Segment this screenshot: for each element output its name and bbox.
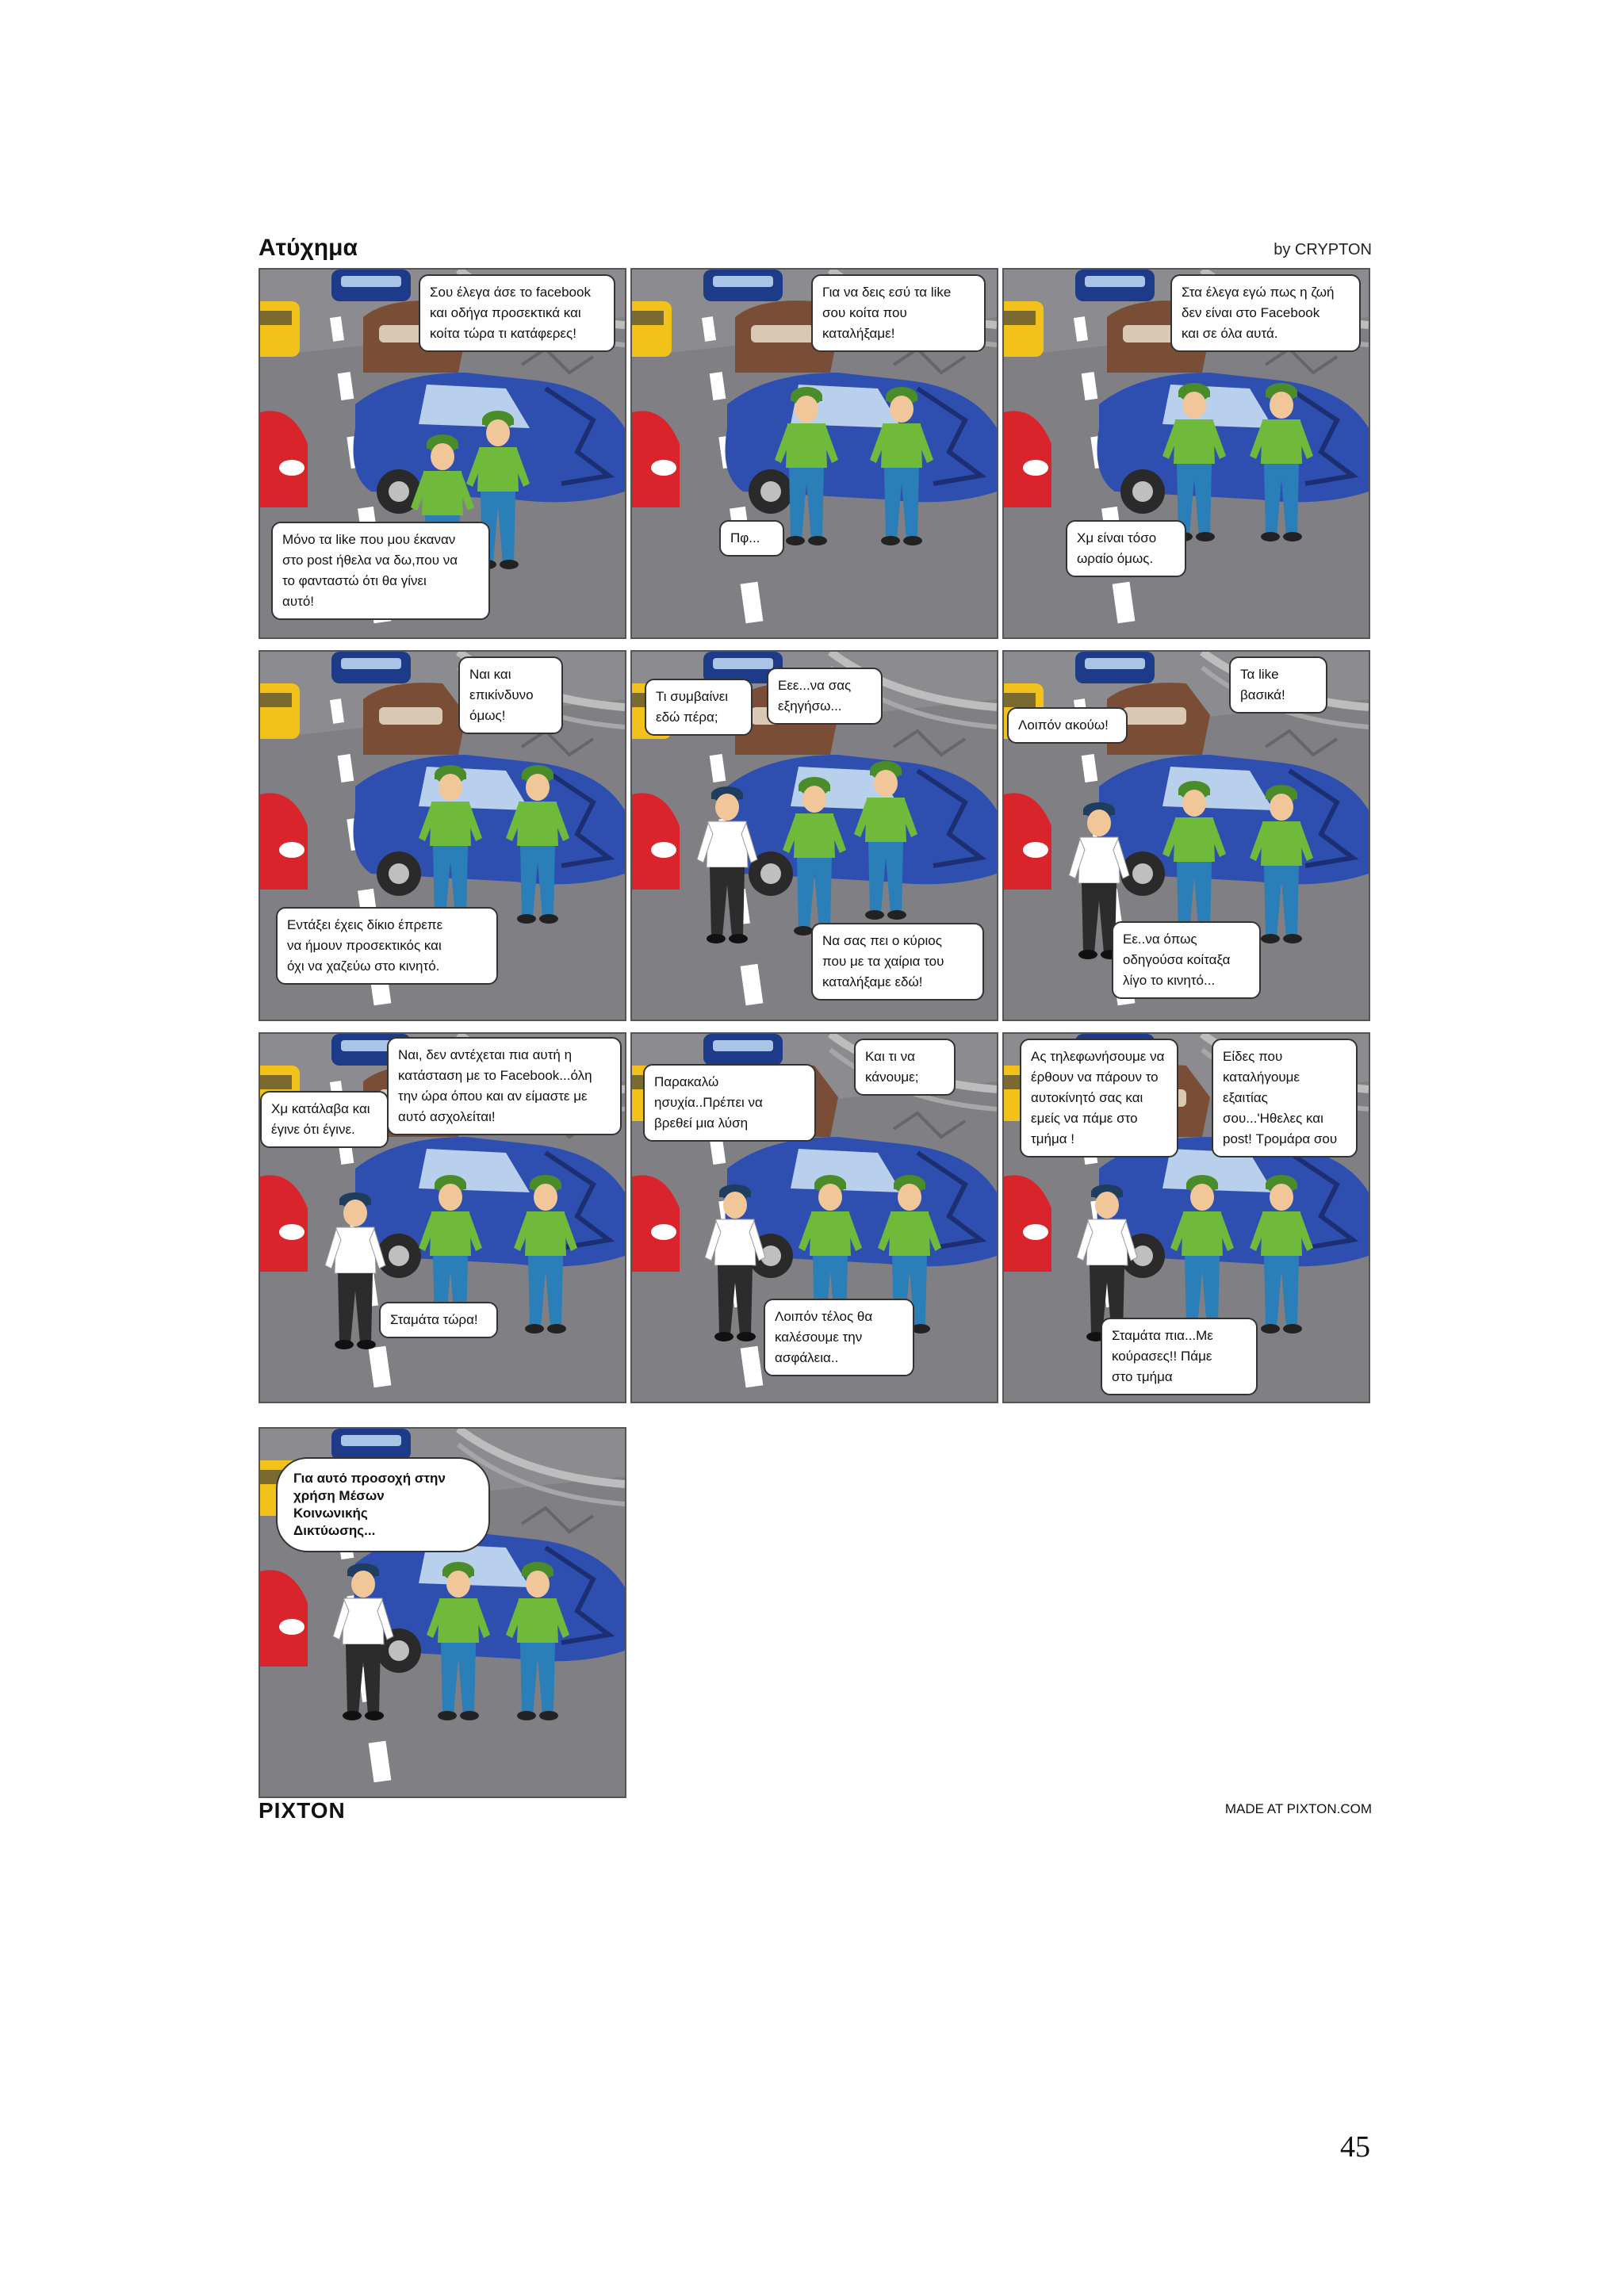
comic-panel-5 <box>630 650 998 1021</box>
comic-panel-6 <box>1002 650 1370 1021</box>
speech-bubble: Είδες που καταλήγουμε εξαιτίας σου...'Ηθελες και post! Τρομάρα σου <box>1212 1039 1358 1158</box>
comic-panel-4 <box>259 650 626 1021</box>
speech-bubble: Εε..να όπως οδηγούσα κοίταξα λίγο το κινητό... <box>1112 921 1261 999</box>
speech-bubble: Εντάξει έχεις δίκιο έπρεπε να ήμουν προσεκτικός και όχι να χαζεύω στο κινητό. <box>276 907 498 985</box>
speech-bubble: Μόνο τα like που μου έκαναν στο post ήθελα να δω,που να το φανταστώ ότι θα γίνει αυτό! <box>271 522 490 620</box>
speech-bubble: Σταμάτα πια...Με κούρασες!! Πάμε στο τμήμα <box>1101 1318 1258 1395</box>
speech-bubble: Παρακαλώ ησυχία..Πρέπει να βρεθεί μια λύση <box>643 1064 816 1142</box>
comic-panel-1 <box>259 268 626 639</box>
speech-bubble: Πφ... <box>719 520 784 557</box>
comic-title: Ατύχημα <box>259 235 358 261</box>
comic-panel-7 <box>259 1032 626 1403</box>
comic-panel-9 <box>1002 1032 1370 1403</box>
page-number: 45 <box>1340 2130 1370 2164</box>
comic-byline: by CRYPTON <box>1274 241 1372 258</box>
speech-bubble: Ναι και επικίνδυνο όμως! <box>458 656 563 734</box>
speech-bubble: Χμ είναι τόσο ωραίο όμως. <box>1066 520 1186 577</box>
comic-panel-8 <box>630 1032 998 1403</box>
speech-bubble: Σταμάτα τώρα! <box>379 1302 498 1338</box>
speech-bubble: Λοιπόν ακούω! <box>1007 707 1128 744</box>
comic-panel-3 <box>1002 268 1370 639</box>
speech-bubble: Στα έλεγα εγώ πως η ζωή δεν είναι στο Facebook και σε όλα αυτά. <box>1170 274 1361 352</box>
speech-bubble: Τι συμβαίνει εδώ πέρα; <box>645 679 753 736</box>
speech-bubble: Σου έλεγα άσε το facebook και οδήγα προσεκτικά και κοίτα τώρα τι κατάφερες! <box>419 274 615 352</box>
speech-bubble: Και τι να κάνουμε; <box>854 1039 956 1096</box>
comic-panel-10 <box>259 1427 626 1798</box>
speech-bubble: Λοιπόν τέλος θα καλέσουμε την ασφάλεια.. <box>764 1299 914 1376</box>
comic-panel-2 <box>630 268 998 639</box>
pixton-logo: PIXTON <box>259 1798 346 1823</box>
speech-bubble: Για να δεις εσύ τα like σου κοίτα που καταλήξαμε! <box>811 274 986 352</box>
speech-bubble: Να σας πει ο κύριος που με τα χαίρια του καταλήξαμε εδώ! <box>811 923 984 1001</box>
speech-bubble: Εεε...να σας εξηγήσω... <box>767 668 883 725</box>
speech-bubble: Ναι, δεν αντέχεται πια αυτή η κατάσταση με το Facebook...όλη την ώρα όπου και αν είμαστε με αυτό ασχολείται! <box>387 1037 622 1135</box>
speech-bubble: Χμ κατάλαβα και έγινε ότι έγινε. <box>260 1091 389 1148</box>
made-at-credit: MADE AT PIXTON.COM <box>1224 1801 1372 1816</box>
speech-bubble: Τα like βασικά! <box>1229 656 1327 714</box>
thought-bubble: Για αυτό προσοχή στην χρήση Μέσων Κοινωνικής Δικτύωσης... <box>276 1457 490 1552</box>
speech-bubble: Ας τηλεφωνήσουμε να έρθουν να πάρουν το αυτοκίνητό σας και εμείς να πάμε στο τμήμα ! <box>1020 1039 1178 1158</box>
